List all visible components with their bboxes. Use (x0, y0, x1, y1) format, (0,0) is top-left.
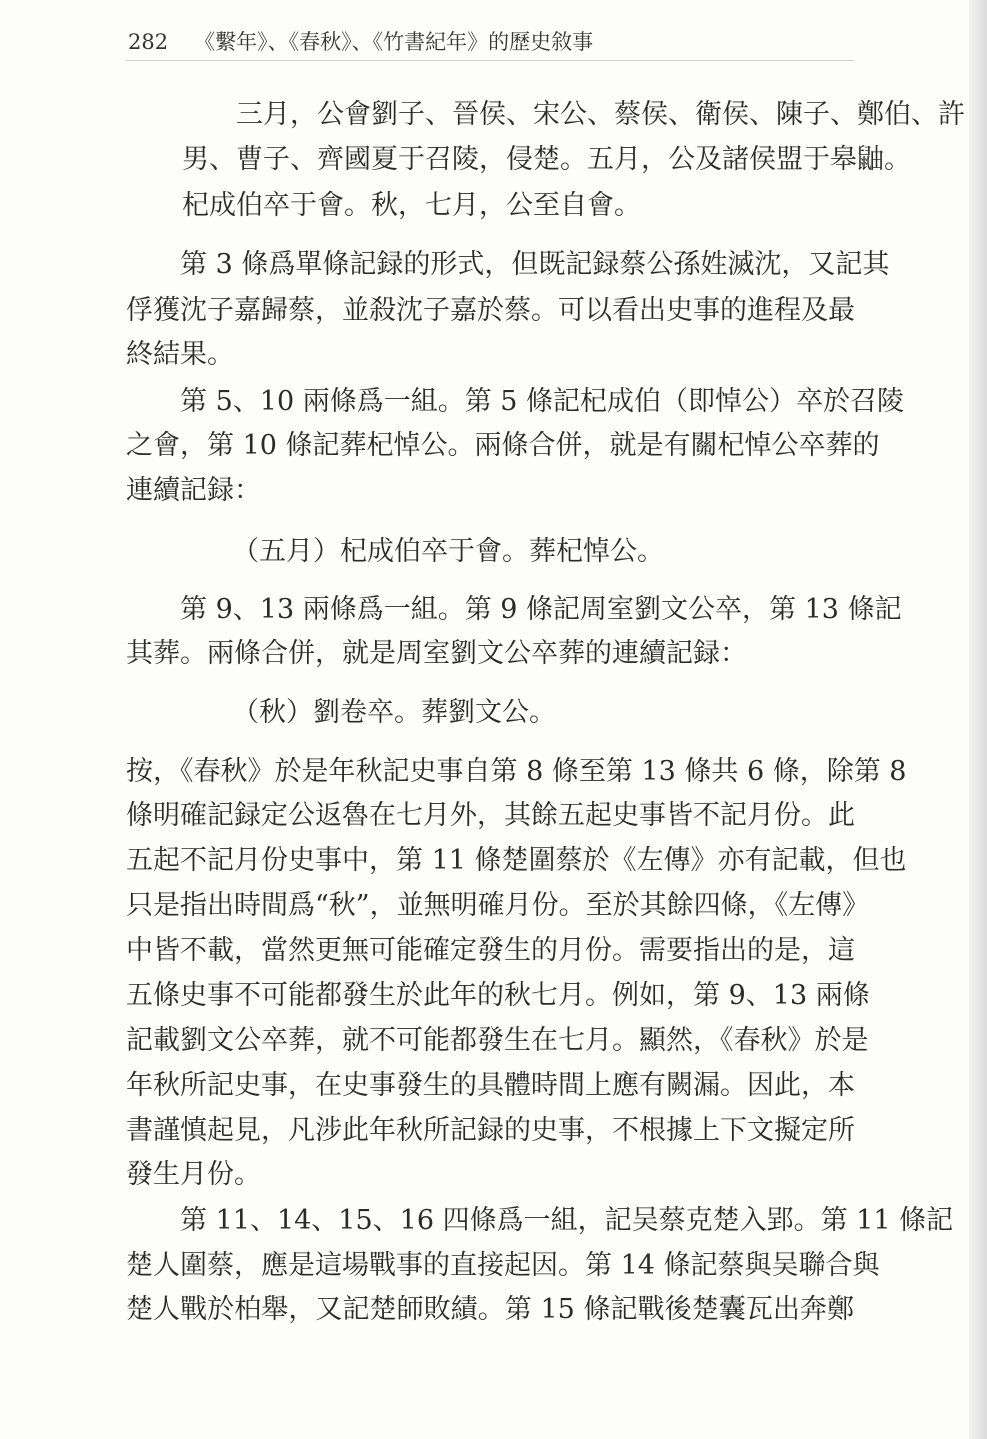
quote-line: 三月，公會劉子、晉侯、宋公、蔡侯、衛侯、陳子、鄭伯、許 (236, 99, 965, 130)
paragraph-line: 終結果。 (126, 339, 234, 370)
inset-quote: （秋）劉卷卒。葬劉文公。 (232, 697, 556, 728)
paragraph-line: 五條史事不可能都發生於此年的秋七月。例如，第 9、13 兩條 (126, 980, 870, 1011)
paragraph-line: 中皆不載，當然更無可能確定發生的月份。需要指出的是，這 (126, 935, 855, 966)
page-edge-shadow (969, 0, 987, 1439)
quote-line: 男、曹子、齊國夏于召陵，侵楚。五月，公及諸侯盟于皋鼬。 (182, 144, 911, 175)
paragraph-line: 第 11、14、15、16 四條爲一組，記吴蔡克楚入郢。第 11 條記 (180, 1205, 954, 1236)
quote-line: 杞成伯卒于會。秋，七月，公至自會。 (182, 190, 641, 221)
paragraph-line: 五起不記月份史事中，第 11 條楚圍蔡於《左傳》亦有記載，但也 (126, 845, 907, 876)
running-title: 《繫年》、《春秋》、《竹書紀年》的歷史敘事 (194, 30, 594, 54)
paragraph-line: 年秋所記史事，在史事發生的具體時間上應有闕漏。因此，本 (126, 1070, 855, 1101)
paragraph-line: 只是指出時間爲“秋”，並無明確月份。至於其餘四條，《左傳》 (126, 890, 870, 921)
paragraph-line: 楚人戰於柏舉，又記楚師敗績。第 15 條記戰後楚囊瓦出奔鄭 (126, 1294, 854, 1325)
running-header (128, 26, 593, 56)
paragraph-line: 按，《春秋》於是年秋記史事自第 8 條至第 13 條共 6 條，除第 8 (126, 756, 907, 787)
header-rule (126, 60, 854, 61)
paragraph-line: 第 3 條爲單條記録的形式，但既記録蔡公孫姓滅沈，又記其 (180, 249, 890, 280)
paragraph-line: 第 5、10 兩條爲一組。第 5 條記杞成伯（即悼公）卒於召陵 (180, 386, 905, 417)
paragraph-line: 記載劉文公卒葬，就不可能都發生在七月。顯然，《春秋》於是 (126, 1025, 869, 1056)
page-number: 282 (128, 30, 169, 54)
paragraph-line: 之會，第 10 條記葬杞悼公。兩條合併，就是有關杞悼公卒葬的 (126, 430, 880, 461)
inset-quote: （五月）杞成伯卒于會。葬杞悼公。 (232, 536, 664, 567)
paragraph-line: 其葬。兩條合併，就是周室劉文公卒葬的連續記録： (126, 638, 747, 669)
paragraph-line: 俘獲沈子嘉歸蔡，並殺沈子嘉於蔡。可以看出史事的進程及最 (126, 295, 855, 326)
paragraph-line: 楚人圍蔡，應是這場戰事的直接起因。第 14 條記蔡與吴聯合與 (126, 1250, 880, 1281)
paragraph-line: 發生月份。 (126, 1159, 261, 1190)
paragraph-line: 連續記録： (126, 475, 261, 506)
paragraph-line: 書謹慎起見，凡涉此年秋所記録的史事，不根據上下文擬定所 (126, 1115, 855, 1146)
paragraph-line: 第 9、13 兩條爲一組。第 9 條記周室劉文公卒，第 13 條記 (180, 594, 902, 625)
paragraph-line: 條明確記録定公返魯在七月外，其餘五起史事皆不記月份。此 (126, 800, 855, 831)
